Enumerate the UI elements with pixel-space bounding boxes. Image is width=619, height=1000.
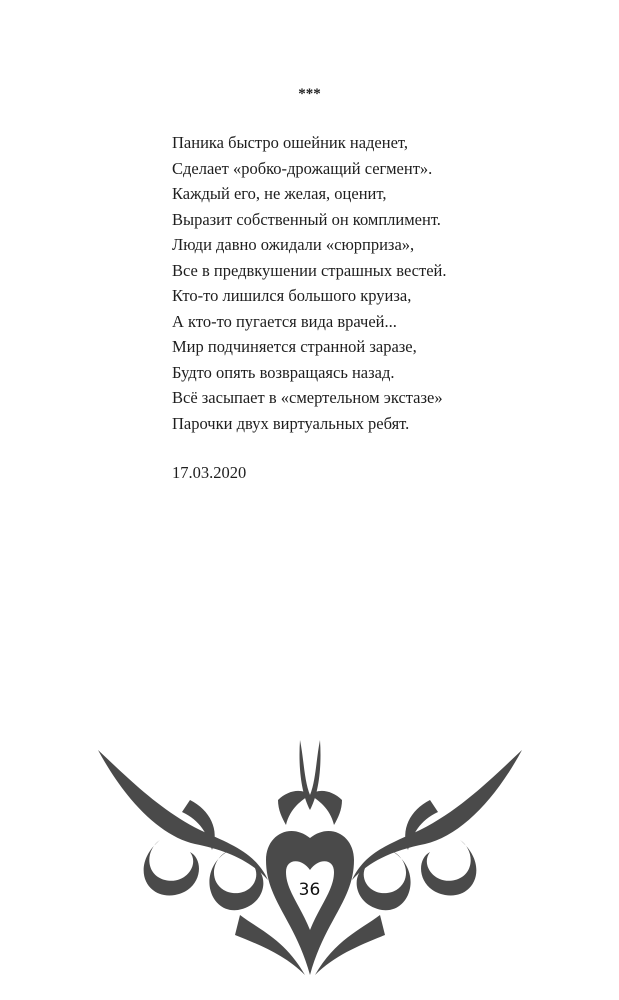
poem-line: Кто-то лишился большого круиза, (172, 286, 412, 305)
tribal-ornament-icon (90, 740, 530, 980)
poem-line: Паника быстро ошейник наденет, (172, 133, 408, 152)
page-number (0, 880, 619, 900)
poem-line: Выразит собственный он комплимент. (172, 209, 441, 229)
poem-line: Мир подчиняется странной заразе, (172, 337, 417, 356)
section-separator: *** (298, 86, 321, 102)
poem-line: Всё засыпает в «смертельном экстазе» (172, 388, 443, 407)
poem (172, 130, 572, 436)
poem-line: Будто опять возвращаясь назад. (172, 362, 395, 382)
page-number-text: 36 (295, 880, 325, 900)
poem-line: Люди давно ожидали «сюрприза», (172, 235, 415, 254)
poem-line: Каждый его, не желая, оценит, (172, 184, 387, 203)
poem-line: А кто-то пугается вида врачей... (172, 311, 397, 331)
poem-line: Парочки двух виртуальных ребят. (172, 413, 410, 433)
poem-line: Все в предвкушении страшных вестей. (172, 260, 447, 280)
poem-line: Сделает «робко-дрожащий сегмент». (172, 158, 433, 178)
poem-date: 17.03.2020 (172, 463, 247, 482)
